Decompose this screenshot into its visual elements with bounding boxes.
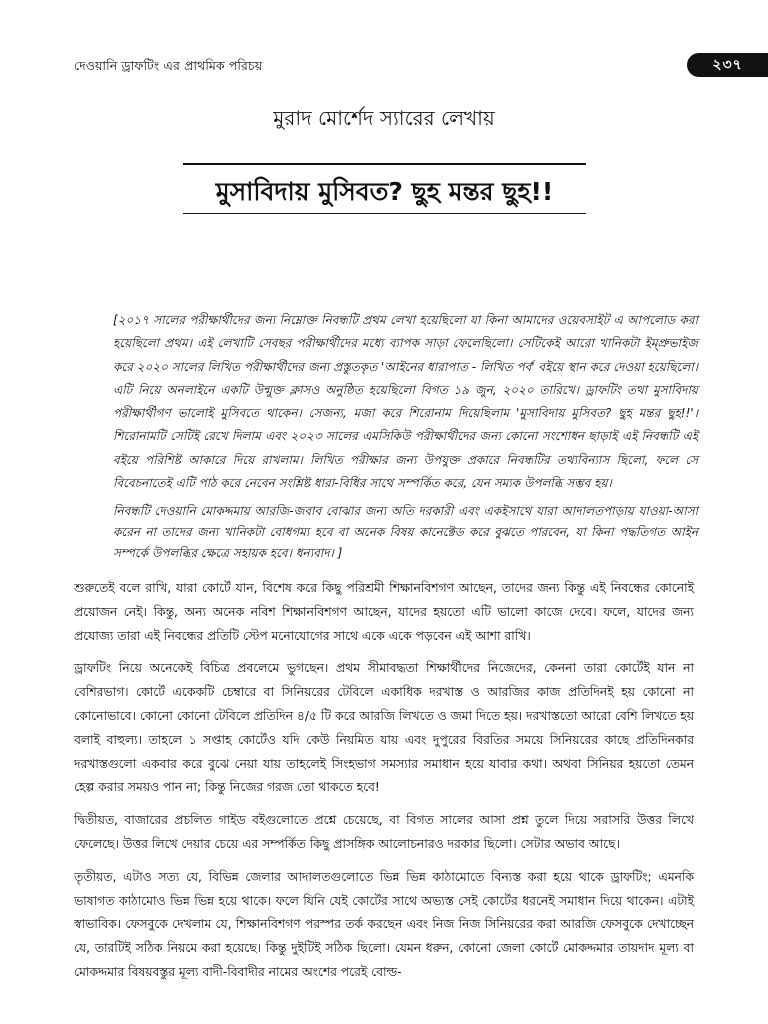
article-body xyxy=(74,577,694,994)
article-title-block xyxy=(183,158,586,224)
editorial-note-paragraph: [২০১৭ সালের পরীক্ষার্থীদের জন্য নিম্নোক্ত নিবন্ধটি প্রথম লেখা হয়েছিলো যা কিনা আমাদের ওয়েবসাইট এ আপলোড করা হয়েছিলো প্রথম। এই লেখাটি সেবছর পরীক্ষার্থীদের মধ্যে ব্যাপক সাড়া ফেলেছিলো। সেটিকেই আরো খানিকটা ইম্প্রুভাইজ করে ২০২০ সালের লিখিত পরীক্ষার্থীদের জন্য প্রস্তুতকৃত 'আইনের ধারাপাত - লিখিত পর্ব' বইয়ে স্থান করে দেওয়া হয়েছিলো। এটি নিয়ে অনলাইনে একটি উন্মুক্ত ক্লাসও অনুষ্ঠিত হয়েছিলো বিগত ১৯ জুন, ২০২০ তারিখে। ড্রাফটিং তথা মুসাবিদায় পরীক্ষার্থীগণ ভালোই মুসিবতে থাকেন। সেজন্য, মজা করে শিরোনাম দিয়েছিলাম 'মুসাবিদায় মুসিবত? ছুহ মন্তর ছুহ!!'। শিরোনামটি সেটিই রেখে দিলাম এবং ২০২৩ সালের এমসিকিউ পরীক্ষার্থীদের জন্য কোনো সংশোধন ছাড়াই এই নিবন্ধটি এই বইয়ে পরিশিষ্ট আকারে দিয়ে রাখলাম। লিখিত পরীক্ষার জন্য উপযুক্ত প্রকারে নিবন্ধটির তথ্যবিন্যাস ছিলো, ফলে সে বিবেচনাতেই এটি পাঠ করে নেবেন সংশ্লিষ্ট ধারা-বিধির সাথে সম্পর্কিত করে, যেন সম্যক উপলব্ধি সম্ভব হয়। xyxy=(113,313,698,491)
body-paragraph: তৃতীয়ত, এটাও সত্য যে, বিভিন্ন জেলার আদালতগুলোতে ভিন্ন ভিন্ন কাঠামোতে বিন্যস্ত করা হয়ে থাকে ড্রাফটিং; এমনকি ভাষাগত কাঠামোও ভিন্ন ভিন্ন হয়ে থাকে। ফলে যিনি যেই কোর্টের সাথে অভ্যস্ত সেই কোর্টের ধরনেই সমাধান দিয়ে থাকেন। এটাই স্বাভাবিক। ফেসবুকে দেখলাম যে, শিক্ষানবিশগণ পরস্পর তর্ক করছেন এবং নিজ নিজ সিনিয়রের করা আরজি ফেসবুকে দেখাচ্ছেন যে, তারটিই সঠিক নিয়মে করা হয়েছে। কিন্তু দুইটিই সঠিক ছিলো। যেমন ধরুন, কোনো জেলা কোর্টে মোকদ্দমার তায়দাদ মূল্য বা মোকদ্দমার বিষয়বস্তুর মূল্য বাদী-বিবাদীর নামের অংশের পরেই বোল্ড- xyxy=(74,869,694,979)
author-byline: মুরাদ মোর্শেদ স্যারের লেখায় xyxy=(273,106,495,130)
editorial-note-paragraph: নিবন্ধটি দেওয়ানি মোকদ্দমায় আরজি-জবাব বোঝার জন্য অতি দরকারী এবং একইসাথে যারা আদালতপাড়ায় যাওয়া-আসা করেন না তাদের জন্য খানিকটা বোধগম্য হবে বা অনেক বিষয় কানেক্টেড করে বুঝতে পারবেন, যা কিনা পদ্ধতিগত আইন সম্পর্কে উপলব্ধির ক্ষেত্রে সহায়ক হবে। ধন্যবাদ। ] xyxy=(113,504,698,561)
body-paragraph: দ্বিতীয়ত, বাজারের প্রচলিত গাইড বইগুলোতে প্রশ্নে চেয়েছে, বা বিগত সালের আসা প্রশ্ন তুলে দিয়ে সরাসরি উত্তর লিখে ফেলেছে। উত্তর লিখে দেয়ার চেয়ে এর সম্পর্কিত কিছু প্রাসঙ্গিক আলোচনারও দরকার ছিলো। সেটার অভাব আছে। xyxy=(74,813,694,851)
body-paragraph: ড্রাফটিং নিয়ে অনেকেই বিচিত্র প্রবলেমে ভুগছেন। প্রথম সীমাবদ্ধতা শিক্ষার্থীদের নিজেদের, কেননা তারা কোর্টেই যান না বেশিরভাগ। কোর্টে একেকটি চেম্বারে বা সিনিয়রের টেবিলে একাধিক দরখাস্ত ও আরজির কাজ প্রতিদিনই হয় কোনো না কোনোভাবে। কোনো কোনো টেবিলে প্রতিদিন ৪/৫ টি করে আরজি লিখতে ও জমা দিতে হয়। দরখাস্ততো আরো বেশি লিখতে হয় বলাই বাহুল্য। তাহলে ১ সপ্তাহ কোর্টেও যদি কেউ নিয়মিত যায় এবং দুপুরের বিরতির সময়ে সিনিয়রের কাছে প্রতিদিনকার দরখাস্তগুলো একবার করে বুঝে নেয়া যায় তাহলেই সিংহভাগ সমস্যার সমাধান হয়ে যাবার কথা। অথবা সিনিয়র হয়তো তেমন হেল্প করার সময়ও পান না; কিন্তু নিজের গরজ তো থাকতে হবে! xyxy=(74,661,694,795)
article-title: মুসাবিদায় মুসিবত? ছুহ মন্তর ছুহ!! xyxy=(215,177,554,206)
title-bottom-rule xyxy=(183,213,586,214)
editorial-note xyxy=(113,309,698,564)
running-header-title: দেওয়ানি ড্রাফটিং এর প্রাথমিক পরিচয় xyxy=(74,58,263,73)
body-paragraph: শুরুতেই বলে রাখি, যারা কোর্টে যান, বিশেষ করে কিছু পরিশ্রমী শিক্ষানবিশগণ আছেন, তাদের জন্য কিন্তু এই নিবন্ধের কোনোই প্রয়োজন নেই। কিন্তু, অন্য অনেক নবিশ শিক্ষানবিশগণ আছেন, যাদের হয়তো এটি ভালো কাজে দেবে। ফলে, যাদের জন্য প্রযোজ্য তারা এই নিবন্ধের প্রতিটি স্টেপ মনোযোগের সাথে একে একে পড়বেন এই আশা রাখি। xyxy=(74,581,694,643)
page-number-badge: ২৩৭ xyxy=(687,53,768,77)
title-top-rule xyxy=(183,163,586,165)
